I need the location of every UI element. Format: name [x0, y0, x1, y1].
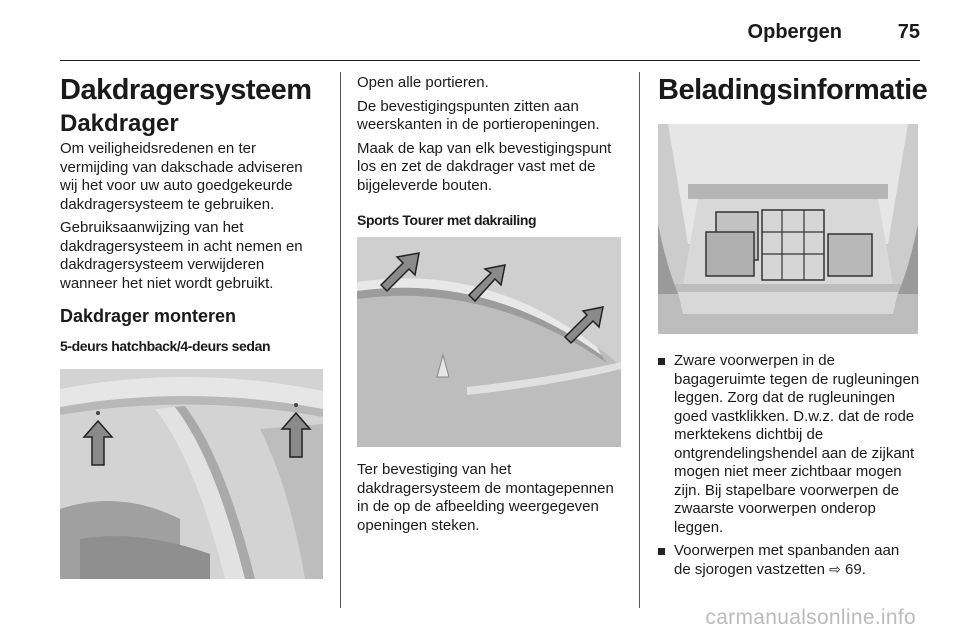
column-middle: [357, 74, 623, 540]
list-item: [658, 352, 920, 537]
section-heading-loading-info: Beladingsinformatie: [658, 74, 928, 106]
variant-subheading: Sports Tourer met dakrailing: [357, 212, 537, 228]
paragraph: Ter bevestiging van het dakdragersysteem de montagepennen in de op de afbeelding weergegeven openingen steken.: [357, 461, 614, 534]
section-heading-roof-system: Dakdragersysteem: [60, 74, 312, 106]
roof-mount-illustration: [60, 369, 323, 579]
paragraph: Maak de kap van elk bevestigingspunt los en zet de dakdrager vast met de bijgeleverde bouten.: [357, 139, 612, 194]
paragraph: Open alle portieren.: [357, 74, 489, 91]
arrow-reference-icon[interactable]: ⇨: [829, 561, 841, 578]
section-heading-mounting: Dakdrager monteren: [60, 306, 237, 326]
square-bullet-icon: [658, 548, 665, 555]
paragraph: Om veiligheidsredenen en ter vermijding van dakschade adviseren wij het voor uw auto goedgekeurde dakdragersysteem te gebruiken.: [60, 140, 303, 213]
page-reference[interactable]: 69.: [845, 560, 866, 578]
cargo-illustration: [658, 124, 918, 334]
square-bullet-icon: [658, 358, 665, 365]
figure-cargo-area: [658, 124, 918, 334]
page-header: [60, 0, 920, 61]
figure-hatchback-roof: [60, 369, 323, 579]
paragraph: Gebruiksaanwijzing van het dakdragersysteem in acht nemen en dakdragersysteem verwijderen wanneer het niet wordt gebruikt.: [60, 219, 303, 292]
column-divider: [340, 72, 341, 608]
header-title: Opbergen: [747, 21, 842, 43]
section-heading-roof-rack: Dakdrager: [60, 110, 179, 137]
figure-sports-tourer-roof: [357, 237, 621, 447]
column-divider: [639, 72, 640, 608]
bullet-text: Zware voorwerpen in de bagageruimte tegen de rugleuningen leggen. Zorg dat de rugleuningen goed vastklikken. D.w.z. dat de rode merktekens dichtbij de ontgrendelingshendel aan de zijkant mogen niet meer zichtbaar mogen zijn. Bij stapelbare voorwerpen de zwaarste voorwerpen onderop leggen.: [674, 352, 920, 536]
bullet-text: Voorwerpen met spanbanden aan de sjorogen vastzetten: [674, 542, 900, 578]
roof-rail-illustration: [357, 237, 621, 447]
page-number: 75: [897, 21, 920, 43]
watermark: carmanualsonline.info: [705, 606, 916, 629]
column-right: [658, 74, 928, 584]
paragraph: De bevestigingspunten zitten aan weerskanten in de portieropeningen.: [357, 97, 600, 133]
list-item: [658, 542, 920, 579]
column-left: [60, 74, 324, 579]
variant-subheading: 5-deurs hatchback/4-deurs sedan: [60, 338, 271, 354]
